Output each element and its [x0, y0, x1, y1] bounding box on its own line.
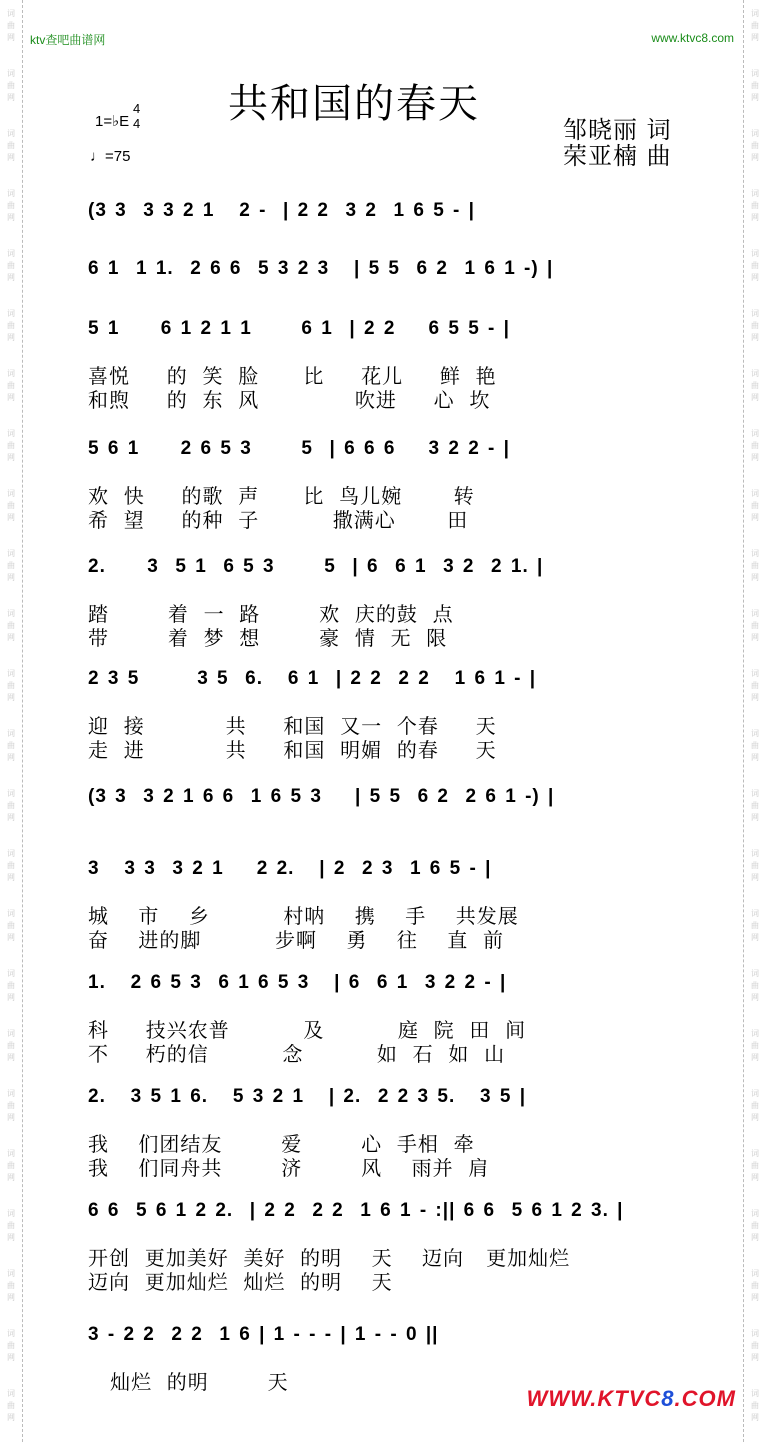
- watermark-text: 词 曲 网: [7, 969, 15, 1002]
- watermark-text: 词 曲 网: [751, 729, 759, 762]
- watermark-text: 词 曲 网: [7, 189, 15, 222]
- composer-credit: 荣亚楠 曲: [563, 142, 672, 170]
- notation-line: 6 6 5 6 1 2 2. | 2 2 2 2 1 6 1 - :|| 6 6 5 6 1 2 3. |: [88, 1200, 624, 1221]
- watermark-text: 词 曲 网: [7, 1329, 15, 1362]
- time-top: 4: [133, 101, 141, 116]
- notation-line: 5 6 1 2 6 5 3 5 | 6 6 6 3 2 2 - |: [88, 438, 510, 459]
- watermark-text: 词 曲 网: [7, 249, 15, 282]
- notation-line: 2 3 5 3 5 6. 6 1 | 2 2 2 2 1 6 1 - |: [88, 668, 537, 689]
- watermark-text: 词 曲 网: [7, 1089, 15, 1122]
- lyric-line-verse-1: 迎 接 共 和国 又一 个春 天: [88, 714, 497, 738]
- lyric-line-verse-1: 灿烂 的明 天: [88, 1370, 289, 1394]
- lyric-line-verse-2: 希 望 的种 子 撒满心 田: [88, 508, 469, 532]
- watermark-text: 词 曲 网: [7, 1389, 15, 1422]
- watermark-text: 词 曲 网: [7, 729, 15, 762]
- song-title: 共和国的春天: [228, 81, 480, 127]
- site-url-right[interactable]: www.ktvc8.com: [651, 31, 734, 45]
- watermark-text: 词 曲 网: [751, 549, 759, 582]
- watermark-text: 词 曲 网: [751, 189, 759, 222]
- tempo-marking: ♩=75: [90, 148, 131, 165]
- watermark-text: 词 曲 网: [7, 9, 15, 42]
- lyricist-credit: 邹晓丽 词: [563, 116, 672, 144]
- watermark-text: 词 曲 网: [751, 609, 759, 642]
- logo-accent: 8: [661, 1386, 675, 1411]
- watermark-text: 词 曲 网: [7, 669, 15, 702]
- lyric-line-verse-2: 和煦 的 东 风 吹进 心 坎: [88, 388, 491, 412]
- logo-tail: .COM: [674, 1386, 736, 1411]
- notation-line: (3 3 3 2 1 6 6 1 6 5 3 | 5 5 6 2 2 6 1 -) |: [88, 786, 555, 807]
- watermark-text: 词 曲 网: [7, 609, 15, 642]
- watermark-text: 词 曲 网: [7, 549, 15, 582]
- lyric-line-verse-1: 科 技兴农普 及 庭 院 田 间: [88, 1018, 527, 1042]
- site-name-left[interactable]: ktv查吧曲谱网: [30, 33, 106, 47]
- watermark-text: 词 曲 网: [7, 909, 15, 942]
- lyric-line-verse-1: 欢 快 的歌 声 比 鸟儿婉 转: [88, 484, 475, 508]
- watermark-text: 词 曲 网: [7, 789, 15, 822]
- lyric-line-verse-2: 迈向 更加灿烂 灿烂 的明 天: [88, 1270, 393, 1294]
- time-signature: [133, 101, 140, 131]
- watermark-text: 词 曲 网: [751, 1269, 759, 1302]
- watermark-text: 词 曲 网: [7, 309, 15, 342]
- watermark-text: 词 曲 网: [7, 1029, 15, 1062]
- lyric-line-verse-1: 喜悦 的 笑 脸 比 花儿 鲜 艳: [88, 364, 497, 388]
- watermark-text: 词 曲 网: [751, 1149, 759, 1182]
- watermark-text: 词 曲 网: [7, 1209, 15, 1242]
- key-signature: 1=♭E: [95, 113, 130, 130]
- watermark-text: 词 曲 网: [7, 69, 15, 102]
- lyric-line-verse-1: 开创 更加美好 美好 的明 天 迈向 更加灿烂: [88, 1246, 571, 1270]
- watermark-text: 词 曲 网: [751, 909, 759, 942]
- lyric-line-verse-2: 带 着 梦 想 豪 情 无 限: [88, 626, 448, 650]
- watermark-text: 词 曲 网: [751, 369, 759, 402]
- watermark-text: 词 曲 网: [751, 249, 759, 282]
- watermark-text: 词 曲 网: [751, 1329, 759, 1362]
- lyric-line-verse-2: 不 朽的信 念 如 石 如 山: [88, 1042, 506, 1066]
- watermark-text: 词 曲 网: [751, 129, 759, 162]
- notation-line: 3 - 2 2 2 2 1 6 | 1 - - - | 1 - - 0 ||: [88, 1324, 439, 1345]
- notation-line: 3 3 3 3 2 1 2 2. | 2 2 3 1 6 5 - |: [88, 858, 492, 879]
- lyric-line-verse-1: 我 们团结友 爱 心 手相 牵: [88, 1132, 475, 1156]
- watermark-text: 词 曲 网: [7, 369, 15, 402]
- watermark-text: 词 曲 网: [7, 1269, 15, 1302]
- watermark-text: 词 曲 网: [751, 1089, 759, 1122]
- watermark-text: 词 曲 网: [7, 489, 15, 522]
- watermark-text: 词 曲 网: [751, 9, 759, 42]
- lyric-line-verse-1: 踏 着 一 路 欢 庆的鼓 点: [88, 602, 454, 626]
- watermark-text: 词 曲 网: [751, 309, 759, 342]
- footer-logo[interactable]: [527, 1386, 736, 1412]
- notation-line: 6 1 1 1. 2 6 6 5 3 2 3 | 5 5 6 2 1 6 1 -) |: [88, 258, 554, 279]
- watermark-text: 词 曲 网: [7, 1149, 15, 1182]
- time-bottom: 4: [133, 116, 141, 131]
- watermark-text: 词 曲 网: [751, 69, 759, 102]
- notation-line: 1. 2 6 5 3 6 1 6 5 3 | 6 6 1 3 2 2 - |: [88, 972, 507, 993]
- logo-main: WWW.KTVC: [526, 1386, 662, 1411]
- lyric-line-verse-2: 走 进 共 和国 明媚 的春 天: [88, 738, 497, 762]
- watermark-text: 词 曲 网: [7, 429, 15, 462]
- notation-line: (3 3 3 3 2 1 2 - | 2 2 3 2 1 6 5 - |: [88, 200, 475, 221]
- lyric-line-verse-1: 城 市 乡 村呐 携 手 共发展: [88, 904, 519, 928]
- notation-line: 5 1 6 1 2 1 1 6 1 | 2 2 6 5 5 - |: [88, 318, 510, 339]
- watermark-text: 词 曲 网: [751, 789, 759, 822]
- notation-line: 2. 3 5 1 6 5 3 5 | 6 6 1 3 2 2 1. |: [88, 556, 544, 577]
- lyric-line-verse-2: 奋 进的脚 步啊 勇 往 直 前: [88, 928, 505, 952]
- watermark-text: 词 曲 网: [7, 129, 15, 162]
- watermark-text: 词 曲 网: [751, 1029, 759, 1062]
- watermark-text: 词 曲 网: [751, 429, 759, 462]
- watermark-text: 词 曲 网: [7, 849, 15, 882]
- watermark-text: 词 曲 网: [751, 489, 759, 522]
- notation-line: 2. 3 5 1 6. 5 3 2 1 | 2. 2 2 3 5. 3 5 |: [88, 1086, 527, 1107]
- watermark-text: 词 曲 网: [751, 849, 759, 882]
- watermark-text: 词 曲 网: [751, 1209, 759, 1242]
- watermark-text: 词 曲 网: [751, 1389, 759, 1422]
- lyric-line-verse-2: 我 们同舟共 济 风 雨并 肩: [88, 1156, 490, 1180]
- watermark-text: 词 曲 网: [751, 969, 759, 1002]
- watermark-text: 词 曲 网: [751, 669, 759, 702]
